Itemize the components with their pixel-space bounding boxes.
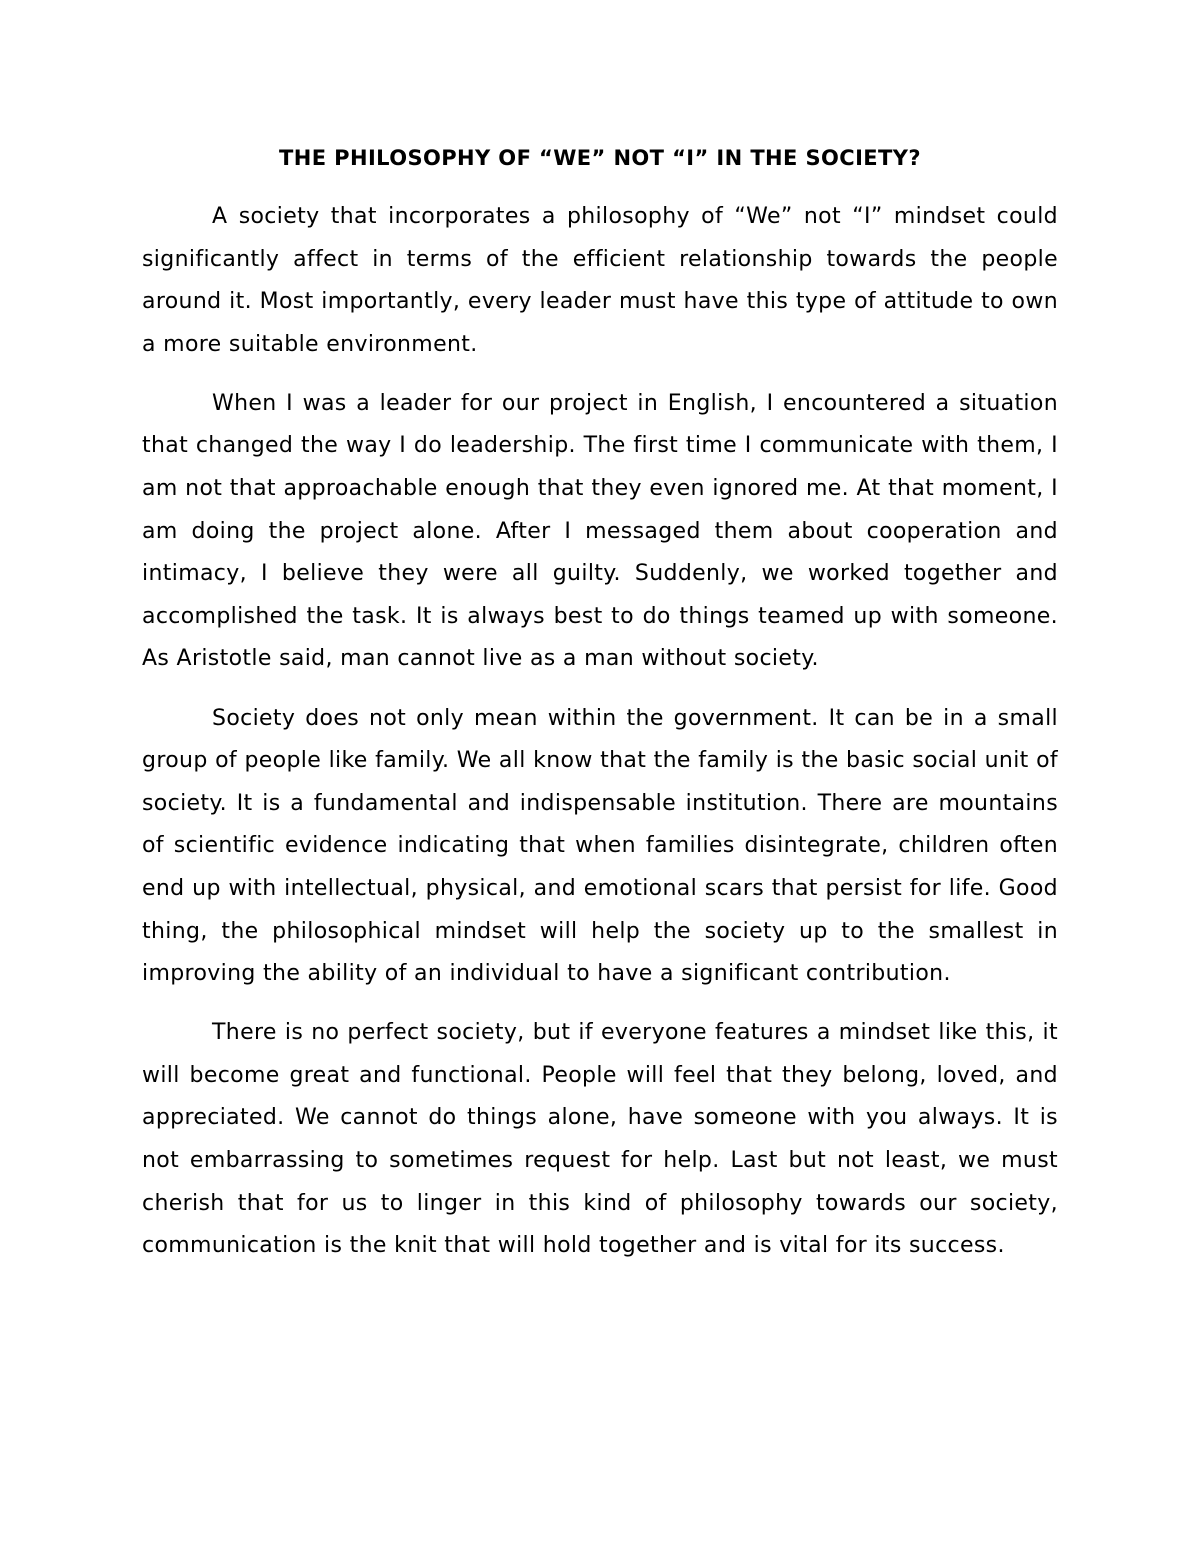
paragraph-3: Society does not only mean within the government. It can be in a small group of people like family. We all know that the family is the basic social unit of society. It is a fundamental and indispensable institution. There are mountains of scientific evidence indicating that when families disintegrate, children often end up with intellectual, physical, and emotional scars that persist for life. Good thing, the philosophical mindset will help the society up to the smallest in improving the ability of an individual to have a significant contribution. [142, 705, 1058, 987]
paragraph-4: There is no perfect society, but if everyone features a mindset like this, it will become great and functional. People will feel that they belong, loved, and appreciated. We cannot do things alone, have someone with you always. It is not embarrassing to sometimes request for help. Last but not least, we must cherish that for us to linger in this kind of philosophy towards our society, communication is the knit that will hold together and is vital for its success. [142, 1020, 1058, 1259]
paragraph-2: When I was a leader for our project in English, I encountered a situation that changed the way I do leadership. The first time I communicate with them, I am not that approachable enough that they even ignored me. At that moment, I am doing the project alone. After I messaged them about cooperation and intimacy, I believe they were all guilty. Suddenly, we worked together and accomplished the task. It is always best to do things teamed up with someone. As Aristotle said, man cannot live as a man without society. [142, 390, 1058, 672]
paragraph-1: A society that incorporates a philosophy of “We” not “I” mindset could significantly affect in terms of the efficient relationship towards the people around it. Most importantly, every leader must have this type of attitude to own a more suitable environment. [142, 204, 1058, 357]
document-title: THE PHILOSOPHY OF “WE” NOT “I” IN THE SOCIETY? [279, 146, 921, 170]
document-body [142, 196, 1058, 1284]
